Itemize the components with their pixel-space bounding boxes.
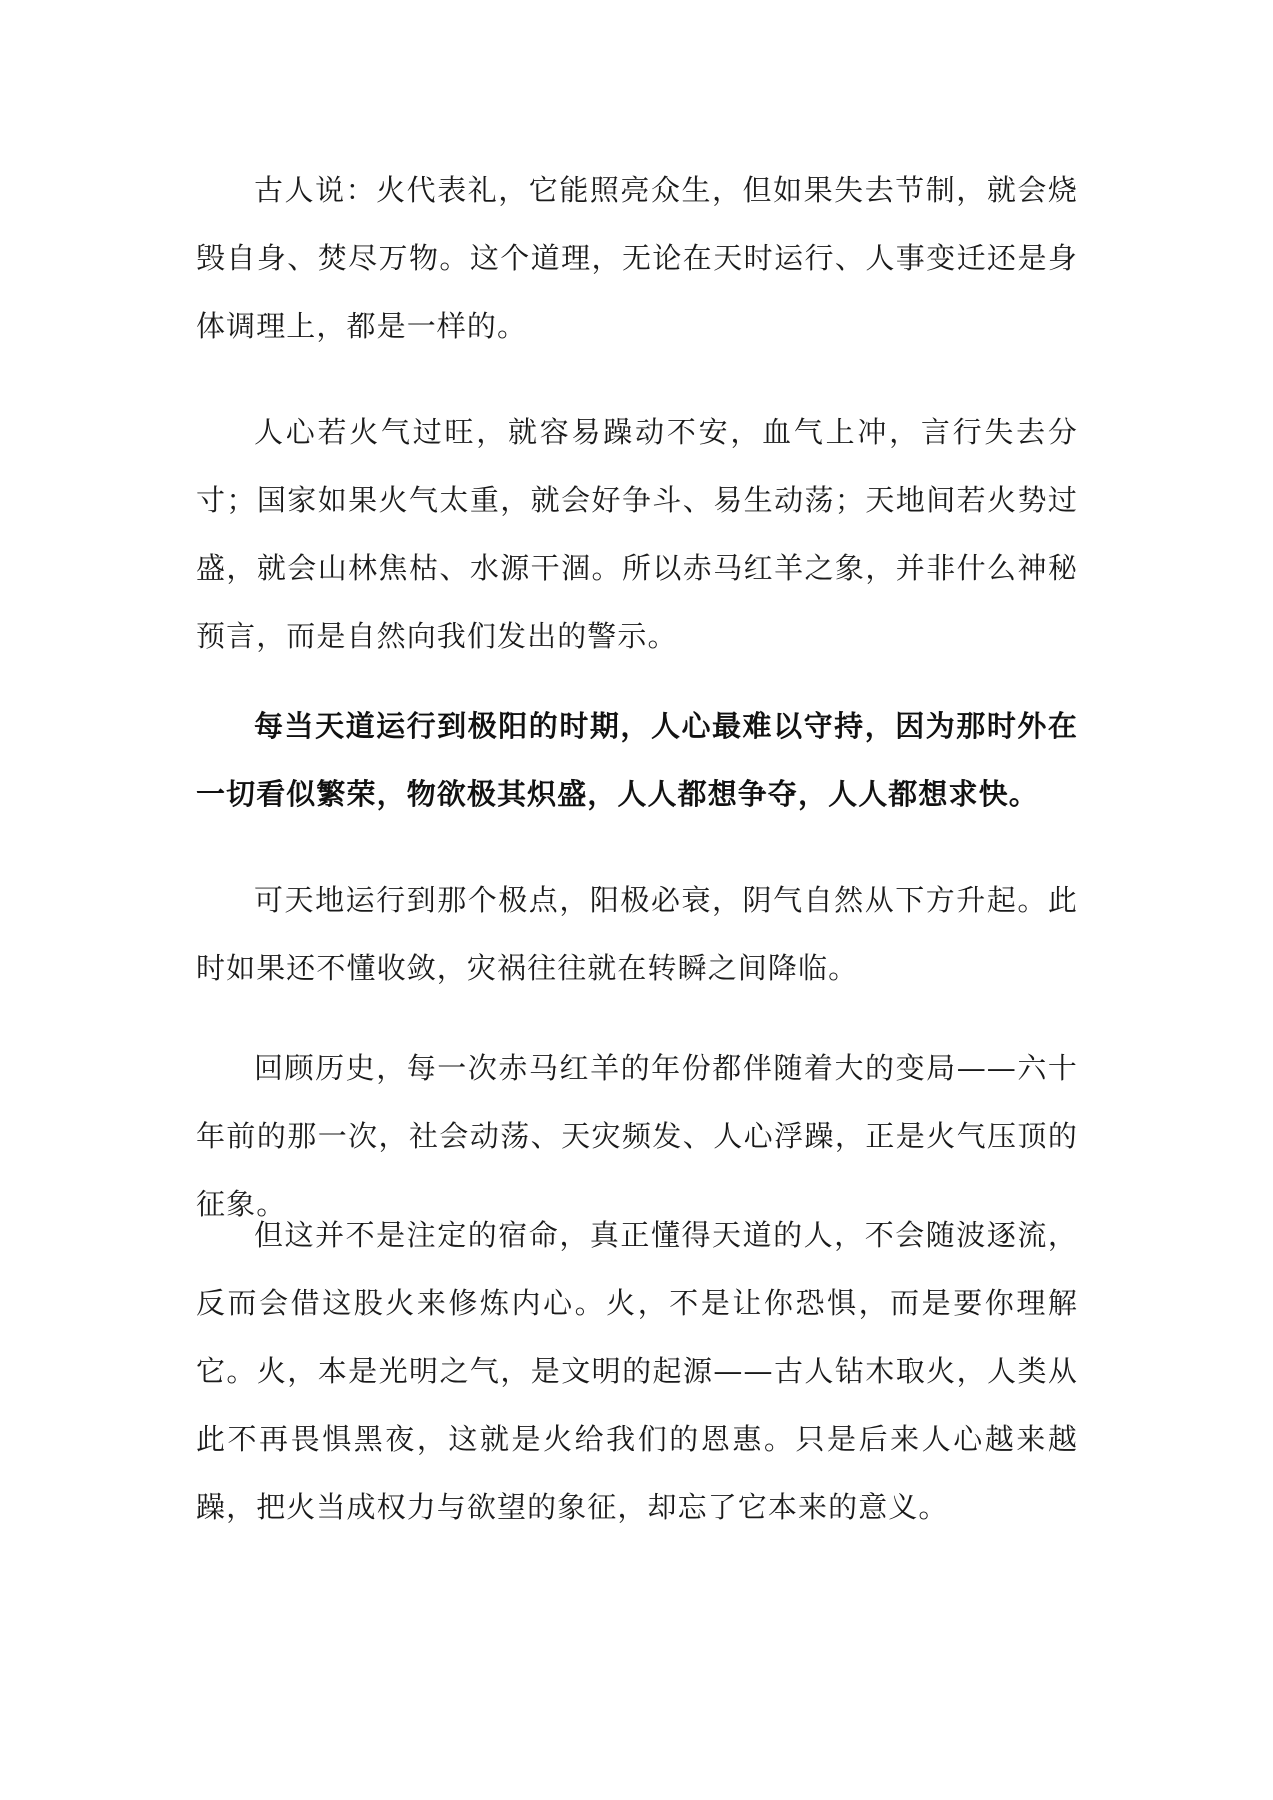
paragraph-1: 古人说：火代表礼，它能照亮众生，但如果失去节制，就会烧毁自身、焚尽万物。这个道理，无论在天时运行、人事变迁还是身体调理上，都是一样的。 xyxy=(196,173,1078,343)
paragraph-5: 回顾历史，每一次赤马红羊的年份都伴随着大的变局——六十年前的那一次，社会动荡、天灾频发、人心浮躁，正是火气压顶的征象。 xyxy=(196,1051,1078,1221)
paragraph-2: 人心若火气过旺，就容易躁动不安，血气上冲，言行失去分寸；国家如果火气太重，就会好争斗、易生动荡；天地间若火势过盛，就会山林焦枯、水源干涸。所以赤马红羊之象，并非什么神秘预言，而是自然向我们发出的警示。 xyxy=(196,415,1078,653)
paragraph-3-bold: 每当天道运行到极阳的时期，人心最难以守持，因为那时外在一切看似繁荣，物欲极其炽盛，人人都想争夺，人人都想求快。 xyxy=(196,709,1078,811)
paragraph-6: 但这并不是注定的宿命，真正懂得天道的人，不会随波逐流，反而会借这股火来修炼内心。火，不是让你恐惧，而是要你理解它。火，本是光明之气，是文明的起源——古人钻木取火，人类从此不再畏惧黑夜，这就是火给我们的恩惠。只是后来人心越来越躁，把火当成权力与欲望的象征，却忘了它本来的意义。 xyxy=(196,1218,1078,1524)
paragraph-4: 可天地运行到那个极点，阳极必衰，阴气自然从下方升起。此时如果还不懂收敛，灾祸往往就在转瞬之间降临。 xyxy=(196,883,1078,985)
